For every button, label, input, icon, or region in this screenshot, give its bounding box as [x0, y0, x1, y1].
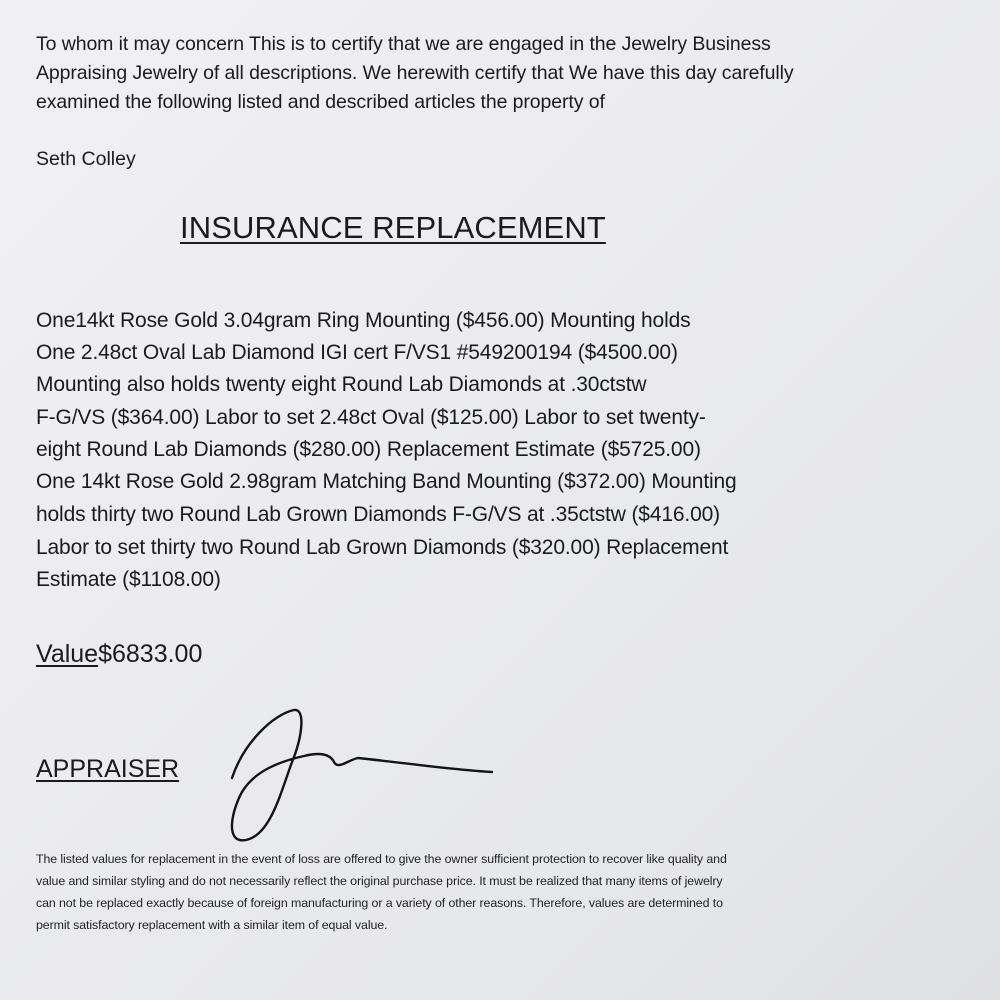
disclaimer-line: value and similar styling and do not necessarily reflect the original purchase price. It must be realized that many items of jewelry	[36, 874, 723, 888]
intro-line-3: examined the following listed and described articles the property of	[36, 91, 605, 113]
item-description-line: One14kt Rose Gold 3.04gram Ring Mounting ($456.00) Mounting holds	[36, 309, 691, 332]
item-description-line: eight Round Lab Diamonds ($280.00) Replacement Estimate ($5725.00)	[36, 438, 701, 461]
total-value	[36, 640, 202, 669]
item-description-line: One 2.48ct Oval Lab Diamond IGI cert F/VS1 #549200194 ($4500.00)	[36, 341, 678, 364]
owner-name: Seth Colley	[36, 148, 136, 170]
item-description-line: One 14kt Rose Gold 2.98gram Matching Band Mounting ($372.00) Mounting	[36, 470, 737, 493]
value-amount: $6833.00	[98, 640, 203, 668]
signature-icon	[222, 700, 502, 850]
appraiser-label: APPRAISER	[36, 755, 180, 783]
intro-line-2: Appraising Jewelry of all descriptions. We herewith certify that We have this day carefully	[36, 62, 794, 84]
item-description-line: Estimate ($1108.00)	[36, 568, 221, 591]
disclaimer-line: The listed values for replacement in the event of loss are offered to give the owner sufficient protection to recover like quality and	[36, 852, 727, 866]
item-description-line: holds thirty two Round Lab Grown Diamonds F-G/VS at .35ctstw ($416.00)	[36, 503, 720, 526]
item-description-line: F-G/VS ($364.00) Labor to set 2.48ct Oval ($125.00) Labor to set twenty-	[36, 406, 706, 429]
intro-line-1: To whom it may concern This is to certify that we are engaged in the Jewelry Business	[36, 33, 771, 55]
disclaimer-line: permit satisfactory replacement with a similar item of equal value.	[36, 918, 388, 932]
disclaimer-line: can not be replaced exactly because of foreign manufacturing or a variety of other reasons. Therefore, values are determined to	[36, 896, 723, 910]
document-heading: INSURANCE REPLACEMENT	[180, 210, 606, 245]
value-label: Value	[36, 640, 99, 668]
item-description-line: Labor to set thirty two Round Lab Grown Diamonds ($320.00) Replacement	[36, 536, 729, 559]
item-description-line: Mounting also holds twenty eight Round Lab Diamonds at .30ctstw	[36, 373, 647, 396]
